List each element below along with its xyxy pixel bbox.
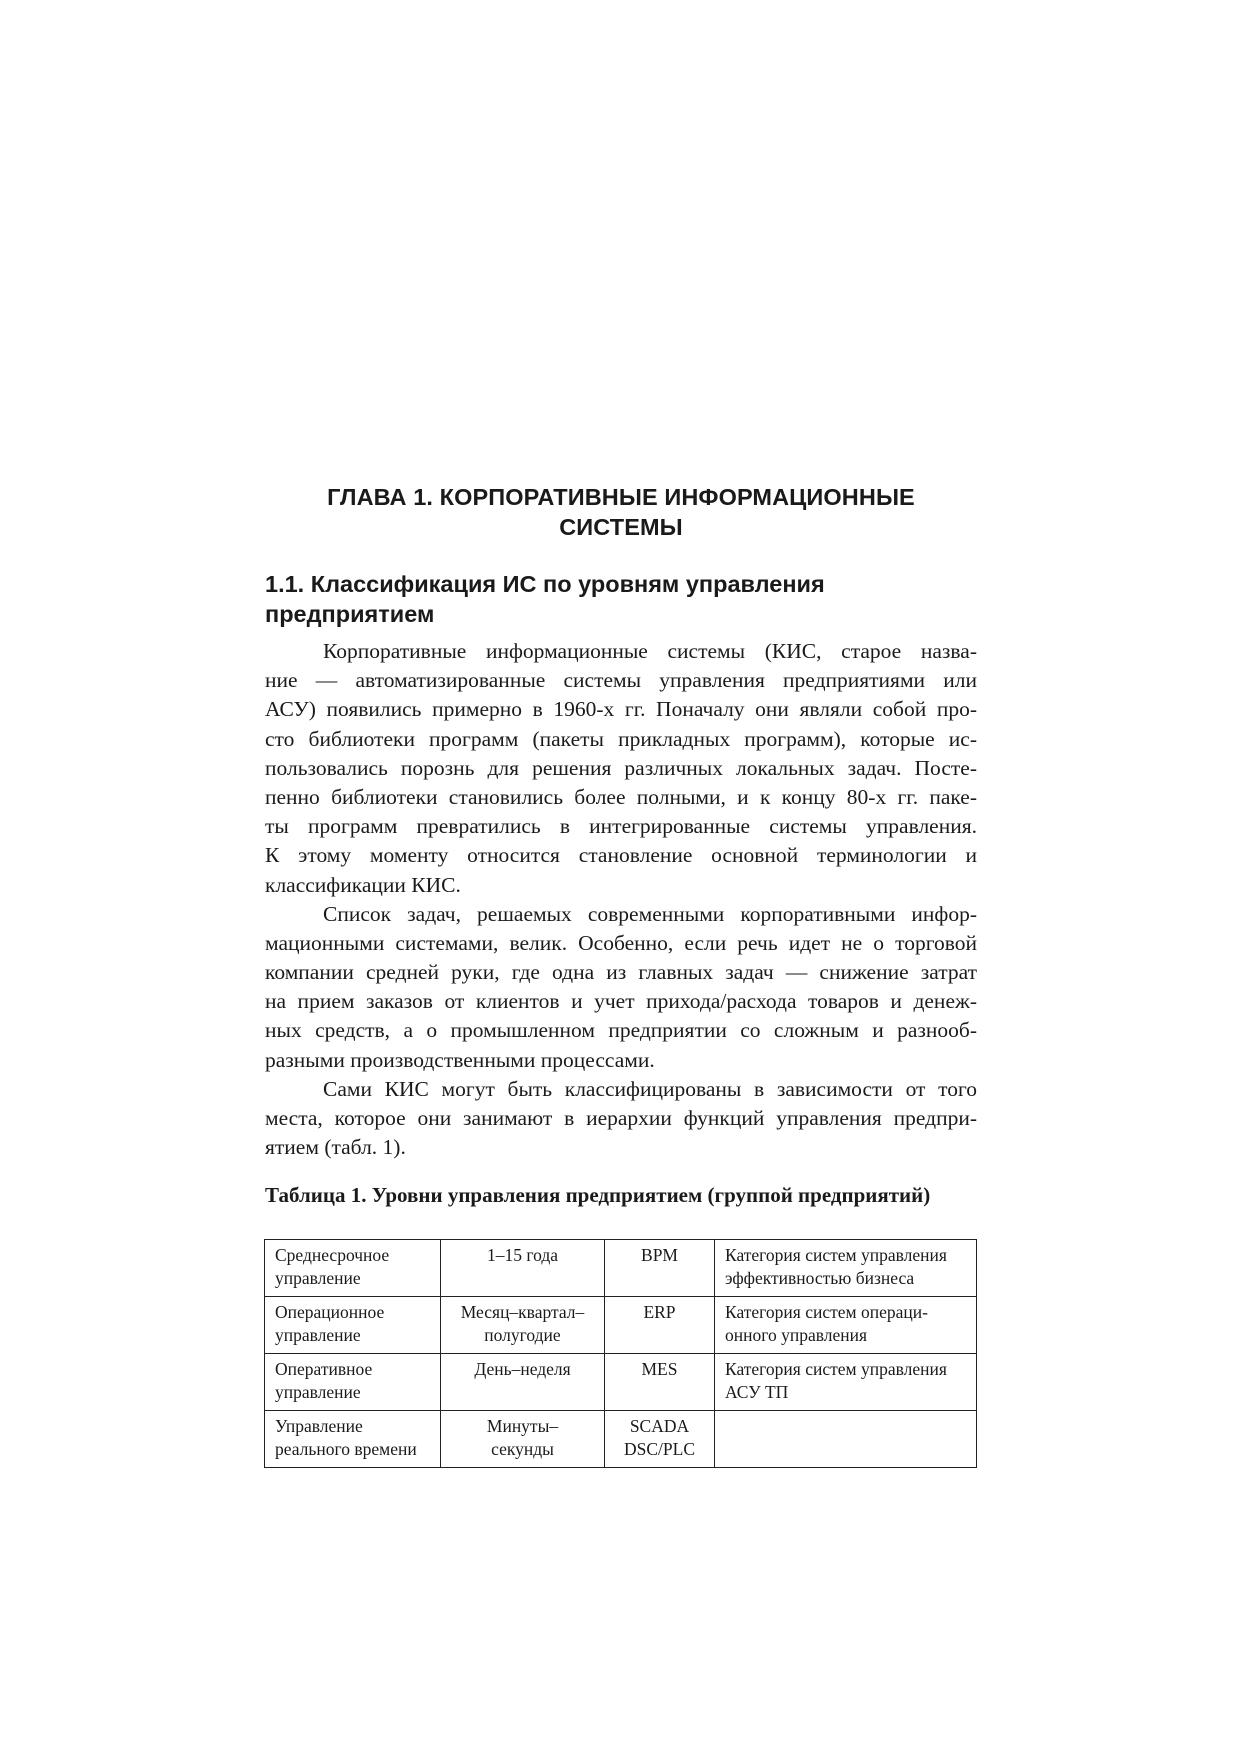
cell-line: Среднесрочное	[275, 1245, 390, 1265]
cell-line: День–неделя	[474, 1359, 571, 1379]
system-type-cell	[605, 1297, 715, 1354]
cell-line: Минуты–	[486, 1416, 559, 1436]
text-line: компании средней руки, где одна из главных задач — снижение затрат	[265, 960, 977, 985]
chapter-title	[265, 482, 977, 542]
text-line: К этому моменту относится становление основной терминологии и	[265, 843, 977, 868]
cell-line: Месяц–квартал–	[460, 1302, 585, 1322]
category-cell	[715, 1411, 977, 1468]
paragraph-3	[265, 1075, 977, 1163]
text-line: классификации КИС.	[265, 872, 461, 897]
levels-table	[264, 1239, 977, 1468]
table-row	[265, 1354, 977, 1411]
text-line: Сами КИС могут быть классифицированы в зависимости от того	[323, 1076, 977, 1101]
cell-line: SCADA	[629, 1416, 690, 1436]
text-line: мационными системами, велик. Особенно, если речь идет не о торговой	[265, 930, 977, 955]
chapter-title-line: СИСТЕМЫ	[559, 514, 683, 540]
cell-line: АСУ ТП	[725, 1382, 789, 1402]
system-type-cell	[605, 1411, 715, 1468]
management-level-cell	[265, 1354, 441, 1411]
cell-line: Оперативное	[275, 1359, 373, 1379]
system-type-cell	[605, 1354, 715, 1411]
section-title	[265, 569, 985, 629]
cell-line: BPM	[641, 1245, 678, 1265]
cell-line: DSC/PLC	[624, 1439, 695, 1459]
text-line: Список задач, решаемых современными корпоративными инфор-	[323, 901, 977, 926]
paragraph-2	[265, 900, 977, 1075]
text-line: пенно библиотеки становились более полными, и к концу 80-х гг. паке-	[265, 784, 977, 809]
category-cell	[715, 1354, 977, 1411]
section-title-line: предприятием	[265, 601, 435, 627]
text-line: ных средств, а о промышленном предприятии со сложным и разнооб-	[265, 1018, 977, 1043]
management-level-cell	[265, 1297, 441, 1354]
cell-line: 1–15 года	[486, 1245, 559, 1265]
text-line: Корпоративные информационные системы (КИС, старое назва-	[323, 639, 977, 663]
category-cell	[715, 1240, 977, 1297]
table-row	[265, 1240, 977, 1297]
cell-line: Категория систем операци-	[725, 1302, 928, 1322]
cell-line: управление	[275, 1268, 361, 1288]
table-row	[265, 1411, 977, 1468]
text-line: ятием (табл. 1).	[265, 1135, 406, 1160]
time-horizon-cell	[441, 1411, 605, 1468]
text-line: пользовались порознь для решения различных локальных задач. Посте-	[265, 755, 977, 780]
time-horizon-cell	[441, 1354, 605, 1411]
cell-line: Категория систем управления	[725, 1245, 947, 1265]
chapter-title-line: ГЛАВА 1. КОРПОРАТИВНЫЕ ИНФОРМАЦИОННЫЕ	[327, 484, 915, 510]
cell-line: реального времени	[275, 1439, 417, 1459]
cell-line: эффективностью бизнеса	[725, 1268, 915, 1288]
text-line: места, которое они занимают в иерархии функций управления предпри-	[265, 1106, 977, 1130]
management-level-cell	[265, 1240, 441, 1297]
cell-line: секунды	[491, 1439, 554, 1459]
text-line: АСУ) появились примерно в 1960-х гг. Поначалу они являли собой про-	[265, 697, 977, 722]
cell-line: ERP	[643, 1302, 676, 1322]
management-level-cell	[265, 1411, 441, 1468]
body-text	[265, 637, 977, 1162]
cell-line: управление	[275, 1382, 361, 1402]
cell-line: Операционное	[275, 1302, 385, 1322]
section-title-line: 1.1. Классификация ИС по уровням управления	[265, 571, 825, 597]
paragraph-1	[265, 637, 977, 900]
text-line: разными производственными процессами.	[265, 1047, 655, 1072]
cell-line: полугодие	[484, 1325, 561, 1345]
cell-line: управление	[275, 1325, 361, 1345]
table-caption: Таблица 1. Уровни управления предприятием (группой предприятий)	[265, 1183, 931, 1207]
cell-line: Категория систем управления	[725, 1359, 947, 1379]
text-line: сто библиотеки программ (пакеты прикладных программ), которые ис-	[265, 726, 977, 751]
text-line: ние — автоматизированные системы управления предприятиями или	[265, 668, 977, 693]
cell-line: Управление	[275, 1416, 363, 1436]
text-line: ты программ превратились в интегрированные системы управления.	[265, 814, 977, 839]
cell-line: MES	[641, 1359, 678, 1379]
time-horizon-cell	[441, 1297, 605, 1354]
time-horizon-cell	[441, 1240, 605, 1297]
text-line: на прием заказов от клиентов и учет прихода/расхода товаров и денеж-	[265, 989, 977, 1014]
system-type-cell	[605, 1240, 715, 1297]
table-row	[265, 1297, 977, 1354]
category-cell	[715, 1297, 977, 1354]
cell-line: онного управления	[725, 1325, 868, 1345]
